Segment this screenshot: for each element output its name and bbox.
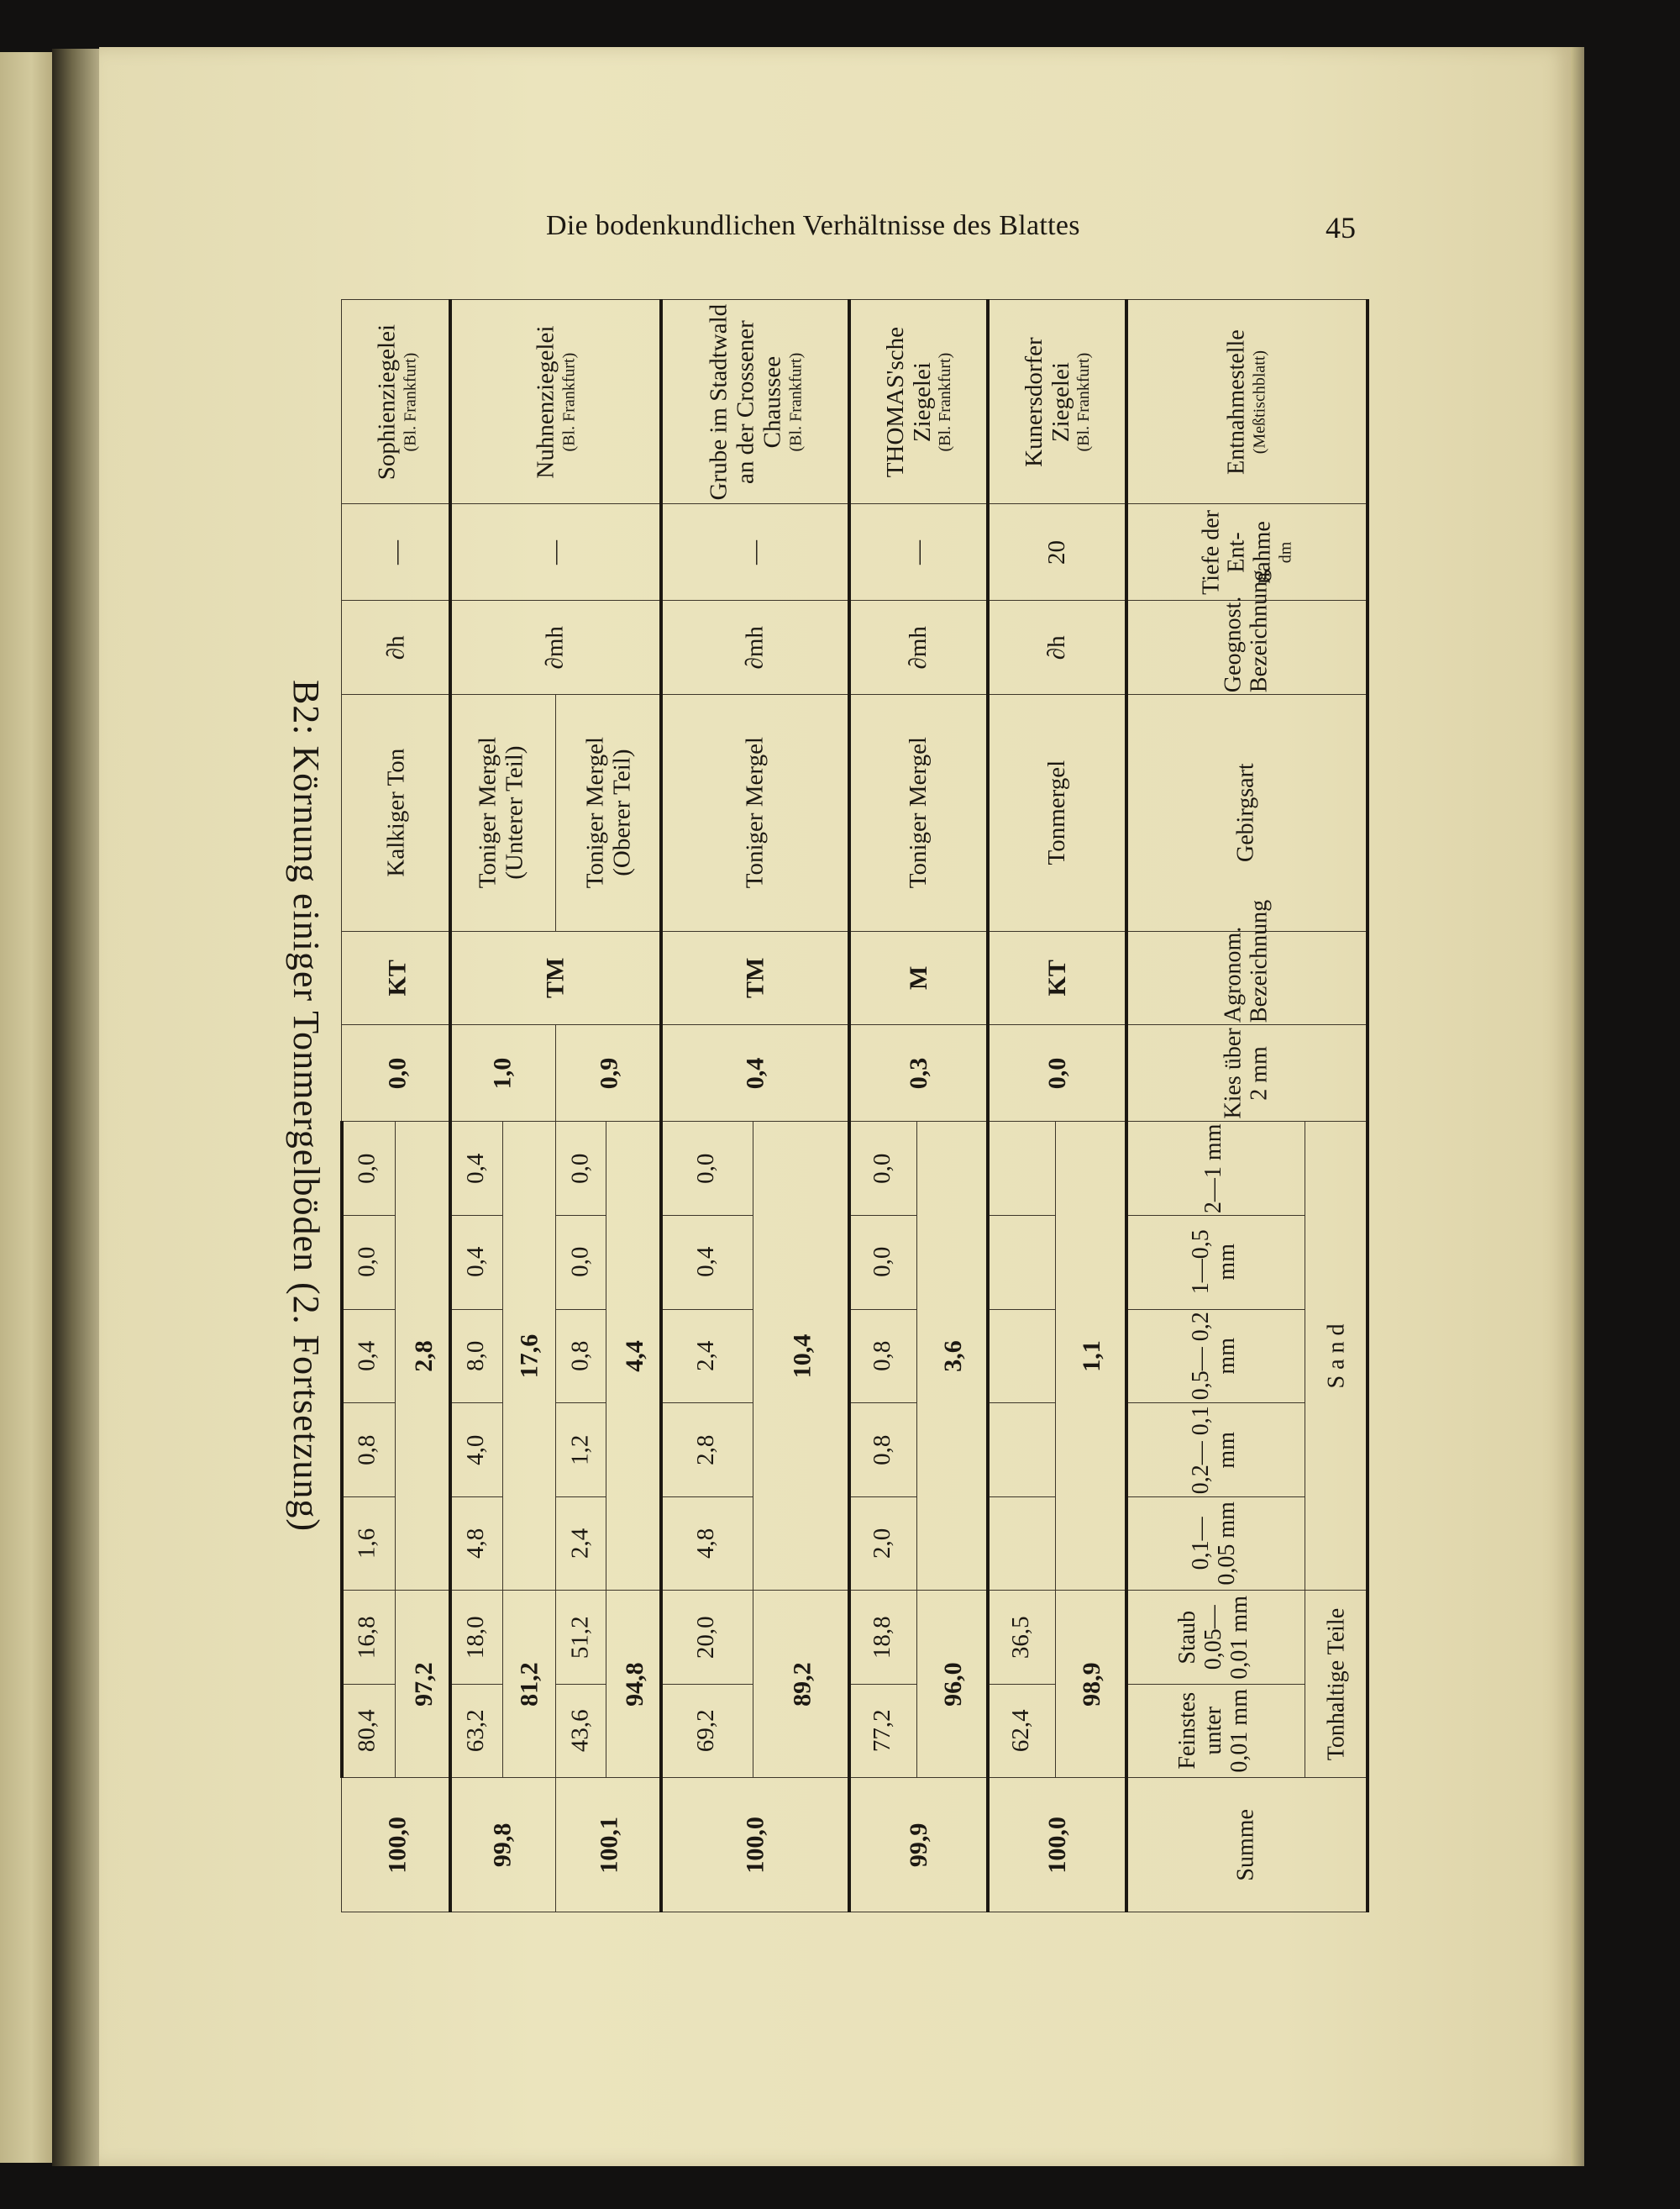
cell-sum: 100,1	[555, 1778, 661, 1912]
location-name: THOMAS'sche Ziegelei	[881, 326, 936, 477]
cell-agronom: TM	[661, 931, 849, 1025]
col-sand-02-01: 0,2— 0,1 mm	[1126, 1403, 1305, 1497]
cell-sand-fraction: 0,0	[555, 1122, 606, 1216]
cell-depth: —	[342, 504, 450, 601]
cell-clay-total: 98,9	[1056, 1591, 1126, 1778]
cell-location	[849, 300, 988, 504]
location-sheet: (Bl. Frankfurt)	[935, 352, 954, 451]
cell-sum: 100,0	[988, 1778, 1126, 1912]
table-caption: B2: Körnung einiger Tonmergelböden (2. Fortsetzung)	[286, 679, 327, 1533]
cell-gravel: 0,3	[849, 1025, 988, 1122]
cell-sand-fraction: 0,0	[342, 1122, 395, 1216]
book-gutter	[52, 49, 101, 2166]
cell-gravel: 0,0	[988, 1025, 1126, 1122]
location-name: Sophienziegelei	[373, 323, 401, 480]
table-row	[395, 300, 449, 1912]
table-row	[917, 300, 988, 1912]
table-row	[753, 300, 849, 1912]
page-edge	[1571, 47, 1584, 2166]
cell-sand-fraction: 1,2	[555, 1403, 606, 1497]
cell-sand-fraction: 4,8	[450, 1496, 503, 1591]
cell-geognost: ∂mh	[450, 601, 661, 695]
cell-rock: Toniger Mergel	[661, 694, 849, 931]
location-sheet: (Bl. Frankfurt)	[785, 352, 805, 451]
cell-sand-fraction: 0,8	[555, 1309, 606, 1403]
cell-depth: —	[450, 504, 661, 601]
cell-clay-total: 89,2	[753, 1591, 849, 1778]
cell-agronom: KT	[342, 931, 450, 1025]
col-total: Summe	[1126, 1778, 1368, 1912]
cell-rock: Kalkiger Ton	[342, 694, 450, 931]
grain-size-table	[340, 299, 1369, 1912]
cell-sum: 100,0	[661, 1778, 849, 1912]
cell-sand-fraction: 0,0	[849, 1215, 917, 1309]
cell-sand-fraction: 2,4	[555, 1496, 606, 1591]
col-rock: Gebirgsart	[1126, 694, 1368, 931]
cell-gravel: 1,0	[450, 1025, 556, 1122]
cell-sand-fraction: 0,0	[661, 1122, 753, 1216]
cell-sand-fraction	[988, 1309, 1056, 1403]
cell-clay-fraction: 80,4	[342, 1684, 395, 1778]
cell-sand-fraction: 0,4	[450, 1122, 503, 1216]
col-sand-05-02: 0,5— 0,2 mm	[1126, 1309, 1305, 1403]
cell-clay-total: 81,2	[503, 1591, 555, 1778]
cell-sum: 99,8	[450, 1778, 556, 1912]
cell-sand-total: 17,6	[503, 1122, 555, 1591]
cell-clay-fraction: 69,2	[661, 1684, 753, 1778]
cell-sand-total: 1,1	[1056, 1122, 1126, 1591]
cell-geognost: ∂mh	[849, 601, 988, 695]
col-clay: Tonhaltige Teile	[1305, 1591, 1368, 1778]
cell-geognost: ∂h	[342, 601, 450, 695]
table-row	[1056, 300, 1126, 1912]
cell-depth: —	[849, 504, 988, 601]
left-page-edge	[0, 52, 52, 2163]
cell-clay-fraction: 62,4	[988, 1684, 1056, 1778]
cell-sum: 100,0	[342, 1778, 450, 1912]
col-gravel: Kies über 2 mm	[1126, 1025, 1368, 1122]
cell-agronom: M	[849, 931, 988, 1025]
cell-sum: 99,9	[849, 1778, 988, 1912]
cell-location	[450, 300, 661, 504]
cell-clay-fraction: 63,2	[450, 1684, 503, 1778]
cell-clay-fraction: 16,8	[342, 1591, 395, 1685]
cell-sand-total: 2,8	[395, 1122, 449, 1591]
cell-agronom: KT	[988, 931, 1126, 1025]
cell-rock: Toniger Mergel	[849, 694, 988, 931]
table-header-row	[1305, 300, 1368, 1912]
cell-sand-fraction: 4,8	[661, 1496, 753, 1591]
cell-sand-fraction	[988, 1496, 1056, 1591]
cell-agronom: TM	[450, 931, 661, 1025]
cell-sand-fraction: 0,0	[555, 1215, 606, 1309]
cell-sand-total: 10,4	[753, 1122, 849, 1591]
cell-sand-fraction: 0,8	[342, 1403, 395, 1497]
location-sheet: (Bl. Frankfurt)	[1074, 352, 1093, 451]
cell-sand-fraction: 0,4	[342, 1309, 395, 1403]
cell-rock: Toniger Mergel (Oberer Teil)	[555, 694, 661, 931]
cell-sand-fraction: 4,0	[450, 1403, 503, 1497]
cell-sand-total: 4,4	[606, 1122, 661, 1591]
cell-sand-fraction: 2,4	[661, 1309, 753, 1403]
cell-sand-fraction: 1,6	[342, 1496, 395, 1591]
location-sheet: (Bl. Frankfurt)	[400, 352, 419, 451]
location-name: Grube im Stadtwald an der Crossener Chaussee	[704, 303, 785, 500]
cell-clay-fraction: 20,0	[661, 1591, 753, 1685]
col-sand-01-005: 0,1— 0,05 mm	[1126, 1496, 1305, 1591]
cell-sand-fraction: 8,0	[450, 1309, 503, 1403]
cell-sand-fraction: 2,0	[849, 1496, 917, 1591]
cell-depth: —	[661, 504, 849, 601]
col-clay-fine: Feinstes unter 0,01 mm	[1126, 1684, 1305, 1778]
rotated-table-block	[286, 299, 1369, 1912]
location-name: Kunersdorfer Ziegelei	[1020, 336, 1074, 467]
col-depth: Tiefe der Ent- nahme dm	[1126, 504, 1368, 601]
cell-location	[988, 300, 1126, 504]
cell-sand-fraction: 0,0	[849, 1122, 917, 1216]
cell-sand-fraction	[988, 1215, 1056, 1309]
cell-clay-total: 94,8	[606, 1591, 661, 1778]
cell-sand-fraction	[988, 1122, 1056, 1216]
cell-clay-fraction: 43,6	[555, 1684, 606, 1778]
location-name: Nuhnenziegelei	[532, 325, 559, 479]
cell-clay-total: 96,0	[917, 1591, 988, 1778]
col-sand: S a n d	[1305, 1122, 1368, 1591]
cell-clay-fraction: 36,5	[988, 1591, 1056, 1685]
cell-sand-fraction: 0,4	[450, 1215, 503, 1309]
col-sand-2-1: 2—1 mm	[1126, 1122, 1305, 1216]
cell-rock: Toniger Mergel (Unterer Teil)	[450, 694, 556, 931]
col-sand-1-05: 1—0,5 mm	[1126, 1215, 1305, 1309]
cell-sand-fraction: 0,8	[849, 1403, 917, 1497]
table-row	[606, 300, 661, 1912]
cell-sand-fraction	[988, 1403, 1056, 1497]
cell-sand-fraction: 0,0	[342, 1215, 395, 1309]
cell-gravel: 0,0	[342, 1025, 450, 1122]
cell-sand-total: 3,6	[917, 1122, 988, 1591]
cell-sand-fraction: 0,4	[661, 1215, 753, 1309]
cell-clay-fraction: 18,8	[849, 1591, 917, 1685]
cell-rock: Tonmergel	[988, 694, 1126, 931]
location-sheet: (Bl. Frankfurt)	[559, 352, 579, 451]
col-geognost: Geognost. Bezeichnung	[1126, 601, 1368, 695]
cell-clay-fraction: 18,0	[450, 1591, 503, 1685]
cell-geognost: ∂mh	[661, 601, 849, 695]
page-number: 45	[1326, 211, 1356, 245]
col-location: Entnahmestelle (Meßtischblatt)	[1126, 300, 1368, 504]
cell-depth: 20	[988, 504, 1126, 601]
cell-sand-fraction: 2,8	[661, 1403, 753, 1497]
cell-location	[661, 300, 849, 504]
cell-clay-total: 97,2	[395, 1591, 449, 1778]
cell-location	[342, 300, 450, 504]
cell-sand-fraction: 0,8	[849, 1309, 917, 1403]
col-agronom: Agronom. Bezeichnung	[1126, 931, 1368, 1025]
cell-gravel: 0,9	[555, 1025, 661, 1122]
cell-clay-fraction: 51,2	[555, 1591, 606, 1685]
cell-geognost: ∂h	[988, 601, 1126, 695]
col-clay-silt: Staub 0,05— 0,01 mm	[1126, 1591, 1305, 1685]
running-header: Die bodenkundlichen Verhältnisse des Blattes	[546, 210, 1080, 241]
cell-clay-fraction: 77,2	[849, 1684, 917, 1778]
cell-gravel: 0,4	[661, 1025, 849, 1122]
